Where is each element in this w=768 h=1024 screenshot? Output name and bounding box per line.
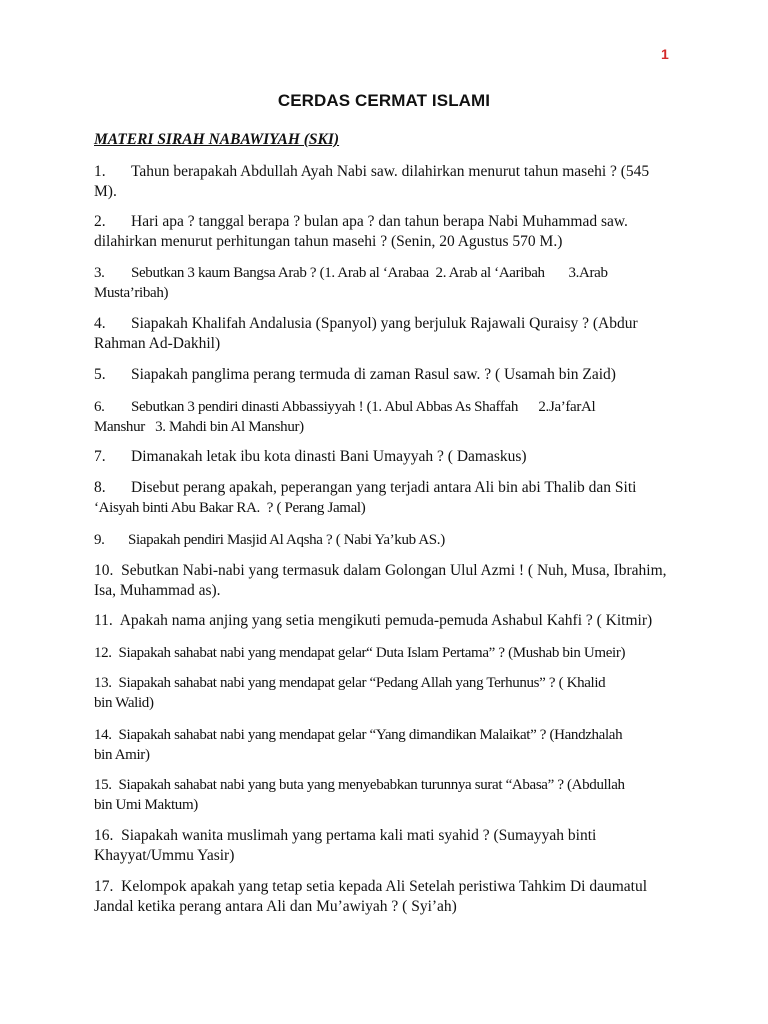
question-text-line1: Disebut perang apakah, peperangan yang terjadi antara Ali bin abi Thalib dan Siti: [131, 479, 637, 496]
question-item: [94, 530, 684, 550]
question-number: 15.: [94, 777, 112, 793]
question-number: 2.: [94, 213, 106, 230]
question-text-line1: Tahun berapakah Abdullah Ayah Nabi saw. dilahirkan menurut tahun masehi ? (545: [131, 163, 650, 180]
question-text-line1: Apakah nama anjing yang setia mengikuti pemuda-pemuda Ashabul Kahfi ? ( Kitmir): [119, 612, 653, 629]
question-text-line1: Siapakah Khalifah Andalusia (Spanyol) yang berjuluk Rajawali Quraisy ? (Abdur: [131, 315, 638, 332]
section-subtitle: MATERI SIRAH NABAWIYAH (SKI): [94, 131, 340, 148]
question-number: 9.: [94, 532, 105, 548]
question-text-line1: Hari apa ? tanggal berapa ? bulan apa ? dan tahun berapa Nabi Muhammad saw.: [131, 213, 628, 230]
question-number: 12.: [94, 645, 112, 661]
question-text-line2: bin Umi Maktum): [94, 797, 198, 813]
question-text-line2: Isa, Muhammad as).: [94, 582, 221, 599]
question-text-line2: Rahman Ad-Dakhil): [94, 335, 221, 352]
question-number: 3.: [94, 265, 105, 281]
question-item: [94, 725, 684, 765]
question-text-line2: bin Walid): [94, 695, 154, 711]
question-text-line1: Siapakah pendiri Masjid Al Aqsha ? ( Nabi Ya’kub AS.): [128, 532, 445, 548]
question-item: [94, 611, 684, 631]
question-number: 17.: [94, 878, 114, 895]
question-text-line2: bin Amir): [94, 747, 150, 763]
question-item: [94, 561, 684, 601]
page-number: 1: [661, 46, 669, 62]
question-text-line1: Siapakah sahabat nabi yang mendapat gelar“ Duta Islam Pertama” ? (Mushab bin Umeir): [118, 645, 626, 661]
question-item: [94, 775, 684, 815]
question-number: 11.: [94, 612, 113, 629]
question-text-line1: Siapakah sahabat nabi yang mendapat gelar “Yang dimandikan Malaikat” ? (Handzhalah: [118, 727, 623, 743]
question-item: [94, 314, 684, 354]
question-item: [94, 397, 684, 437]
question-item: [94, 212, 684, 252]
question-item: [94, 877, 684, 917]
question-text-line2: ‘Aisyah binti Abu Bakar RA. ? ( Perang Jamal): [94, 500, 366, 516]
question-number: 14.: [94, 727, 112, 743]
question-number: 4.: [94, 315, 106, 332]
question-number: 1.: [94, 163, 106, 180]
question-number: 10.: [94, 562, 114, 579]
question-item: [94, 673, 684, 713]
page-title: CERDAS CERMAT ISLAMI: [277, 91, 491, 110]
question-item: [94, 263, 684, 303]
question-text-line1: Kelompok apakah yang tetap setia kepada Ali Setelah peristiwa Tahkim Di daumatul: [121, 878, 648, 895]
question-text-line2: Jandal ketika perang antara Ali dan Mu’awiyah ? ( Syi’ah): [94, 898, 457, 915]
question-number: 5.: [94, 366, 106, 383]
question-item: [94, 162, 684, 202]
question-item: [94, 643, 684, 663]
question-text-line2: dilahirkan menurut perhitungan tahun masehi ? (Senin, 20 Agustus 570 M.): [94, 233, 563, 250]
question-text-line2: M).: [94, 183, 117, 200]
question-item: [94, 826, 684, 866]
question-text-line1: Siapakah sahabat nabi yang mendapat gelar “Pedang Allah yang Terhunus” ? ( Khalid: [118, 675, 606, 691]
question-text-line1: Siapakah wanita muslimah yang pertama kali mati syahid ? (Sumayyah binti: [121, 827, 597, 844]
question-number: 16.: [94, 827, 114, 844]
question-text-line1: Sebutkan Nabi-nabi yang termasuk dalam Golongan Ulul Azmi ! ( Nuh, Musa, Ibrahim,: [121, 562, 667, 579]
question-number: 8.: [94, 479, 106, 496]
question-number: 6.: [94, 399, 105, 415]
question-item: [94, 478, 684, 518]
question-item: [94, 447, 684, 467]
question-text-line2: Khayyat/Ummu Yasir): [94, 847, 235, 864]
question-number: 7.: [94, 448, 106, 465]
question-text-line1: Sebutkan 3 kaum Bangsa Arab ? (1. Arab al ‘Arabaa 2. Arab al ‘Aaribah 3.Arab: [131, 265, 608, 281]
question-text-line1: Sebutkan 3 pendiri dinasti Abbassiyyah ! (1. Abul Abbas As Shaffah 2.Ja’farAl: [131, 399, 596, 415]
question-text-line1: Dimanakah letak ibu kota dinasti Bani Umayyah ? ( Damaskus): [131, 448, 527, 465]
question-text-line2: Manshur 3. Mahdi bin Al Manshur): [94, 419, 304, 435]
question-text-line1: Siapakah panglima perang termuda di zaman Rasul saw. ? ( Usamah bin Zaid): [131, 366, 616, 383]
question-number: 13.: [94, 675, 112, 691]
question-text-line1: Siapakah sahabat nabi yang buta yang menyebabkan turunnya surat “Abasa” ? (Abdullah: [118, 777, 625, 793]
question-item: [94, 365, 684, 385]
question-text-line2: Musta’ribah): [94, 285, 169, 301]
